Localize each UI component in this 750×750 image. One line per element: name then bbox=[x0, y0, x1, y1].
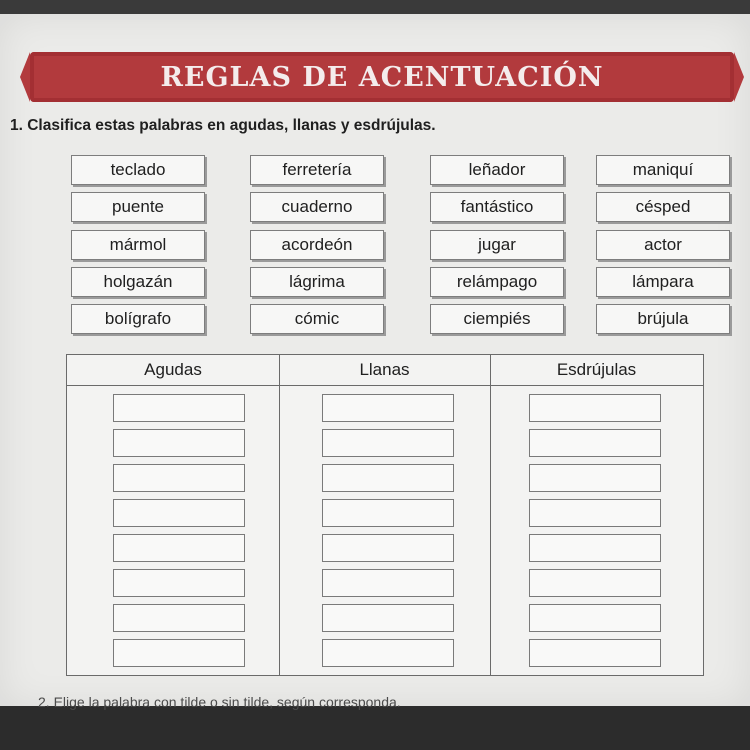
answer-blank-llanas[interactable] bbox=[322, 394, 454, 422]
instruction-2-partial: 2. Elige la palabra con tilde o sin tilde, según corresponda. bbox=[38, 694, 401, 710]
answer-blank-esdrujulas[interactable] bbox=[529, 499, 661, 527]
answer-blank-agudas[interactable] bbox=[113, 464, 245, 492]
word-card: lámpara bbox=[596, 267, 730, 297]
answer-blank-agudas[interactable] bbox=[113, 604, 245, 632]
photo-bottom-edge bbox=[0, 706, 750, 750]
answer-blank-esdrujulas[interactable] bbox=[529, 639, 661, 667]
answer-blank-llanas[interactable] bbox=[322, 604, 454, 632]
answer-blank-llanas[interactable] bbox=[322, 464, 454, 492]
word-card: relámpago bbox=[430, 267, 564, 297]
word-card: lágrima bbox=[250, 267, 384, 297]
word-card: cómic bbox=[250, 304, 384, 334]
answer-blank-llanas[interactable] bbox=[322, 429, 454, 457]
word-card: jugar bbox=[430, 230, 564, 260]
word-card: cuaderno bbox=[250, 192, 384, 222]
answer-blank-agudas[interactable] bbox=[113, 639, 245, 667]
word-card: maniquí bbox=[596, 155, 730, 185]
title-banner bbox=[30, 52, 734, 102]
answer-blank-esdrujulas[interactable] bbox=[529, 534, 661, 562]
answer-blank-esdrujulas[interactable] bbox=[529, 569, 661, 597]
answer-blank-agudas[interactable] bbox=[113, 569, 245, 597]
word-card: leñador bbox=[430, 155, 564, 185]
word-card: holgazán bbox=[71, 267, 205, 297]
word-card: bolígrafo bbox=[71, 304, 205, 334]
word-card: mármol bbox=[71, 230, 205, 260]
word-card: acordeón bbox=[250, 230, 384, 260]
word-card: puente bbox=[71, 192, 205, 222]
answer-blank-esdrujulas[interactable] bbox=[529, 429, 661, 457]
answer-blank-agudas[interactable] bbox=[113, 499, 245, 527]
answer-blank-agudas[interactable] bbox=[113, 429, 245, 457]
answer-blank-llanas[interactable] bbox=[322, 569, 454, 597]
answer-blank-llanas[interactable] bbox=[322, 499, 454, 527]
column-header-llanas: Llanas bbox=[359, 360, 410, 379]
instruction-1: 1. Clasifica estas palabras en agudas, llanas y esdrújulas. bbox=[10, 117, 436, 134]
column-header-esdrujulas: Esdrújulas bbox=[556, 360, 637, 379]
answer-blank-esdrujulas[interactable] bbox=[529, 464, 661, 492]
answer-blank-llanas[interactable] bbox=[322, 639, 454, 667]
header-divider bbox=[67, 385, 703, 386]
answer-blank-llanas[interactable] bbox=[322, 534, 454, 562]
answer-blank-agudas[interactable] bbox=[113, 534, 245, 562]
photo-top-edge bbox=[0, 0, 750, 14]
answer-blank-agudas[interactable] bbox=[113, 394, 245, 422]
word-card: actor bbox=[596, 230, 730, 260]
answer-blank-esdrujulas[interactable] bbox=[529, 394, 661, 422]
classification-table bbox=[66, 354, 704, 676]
word-card: césped bbox=[596, 192, 730, 222]
word-card: fantástico bbox=[430, 192, 564, 222]
word-card: ferretería bbox=[250, 155, 384, 185]
word-card: brújula bbox=[596, 304, 730, 334]
answer-blank-esdrujulas[interactable] bbox=[529, 604, 661, 632]
word-card: ciempiés bbox=[430, 304, 564, 334]
word-card: teclado bbox=[71, 155, 205, 185]
column-header-agudas: Agudas bbox=[144, 360, 202, 379]
page-title: REGLAS DE ACENTUACIÓN bbox=[160, 61, 604, 93]
column-divider bbox=[279, 355, 280, 675]
column-divider bbox=[490, 355, 491, 675]
